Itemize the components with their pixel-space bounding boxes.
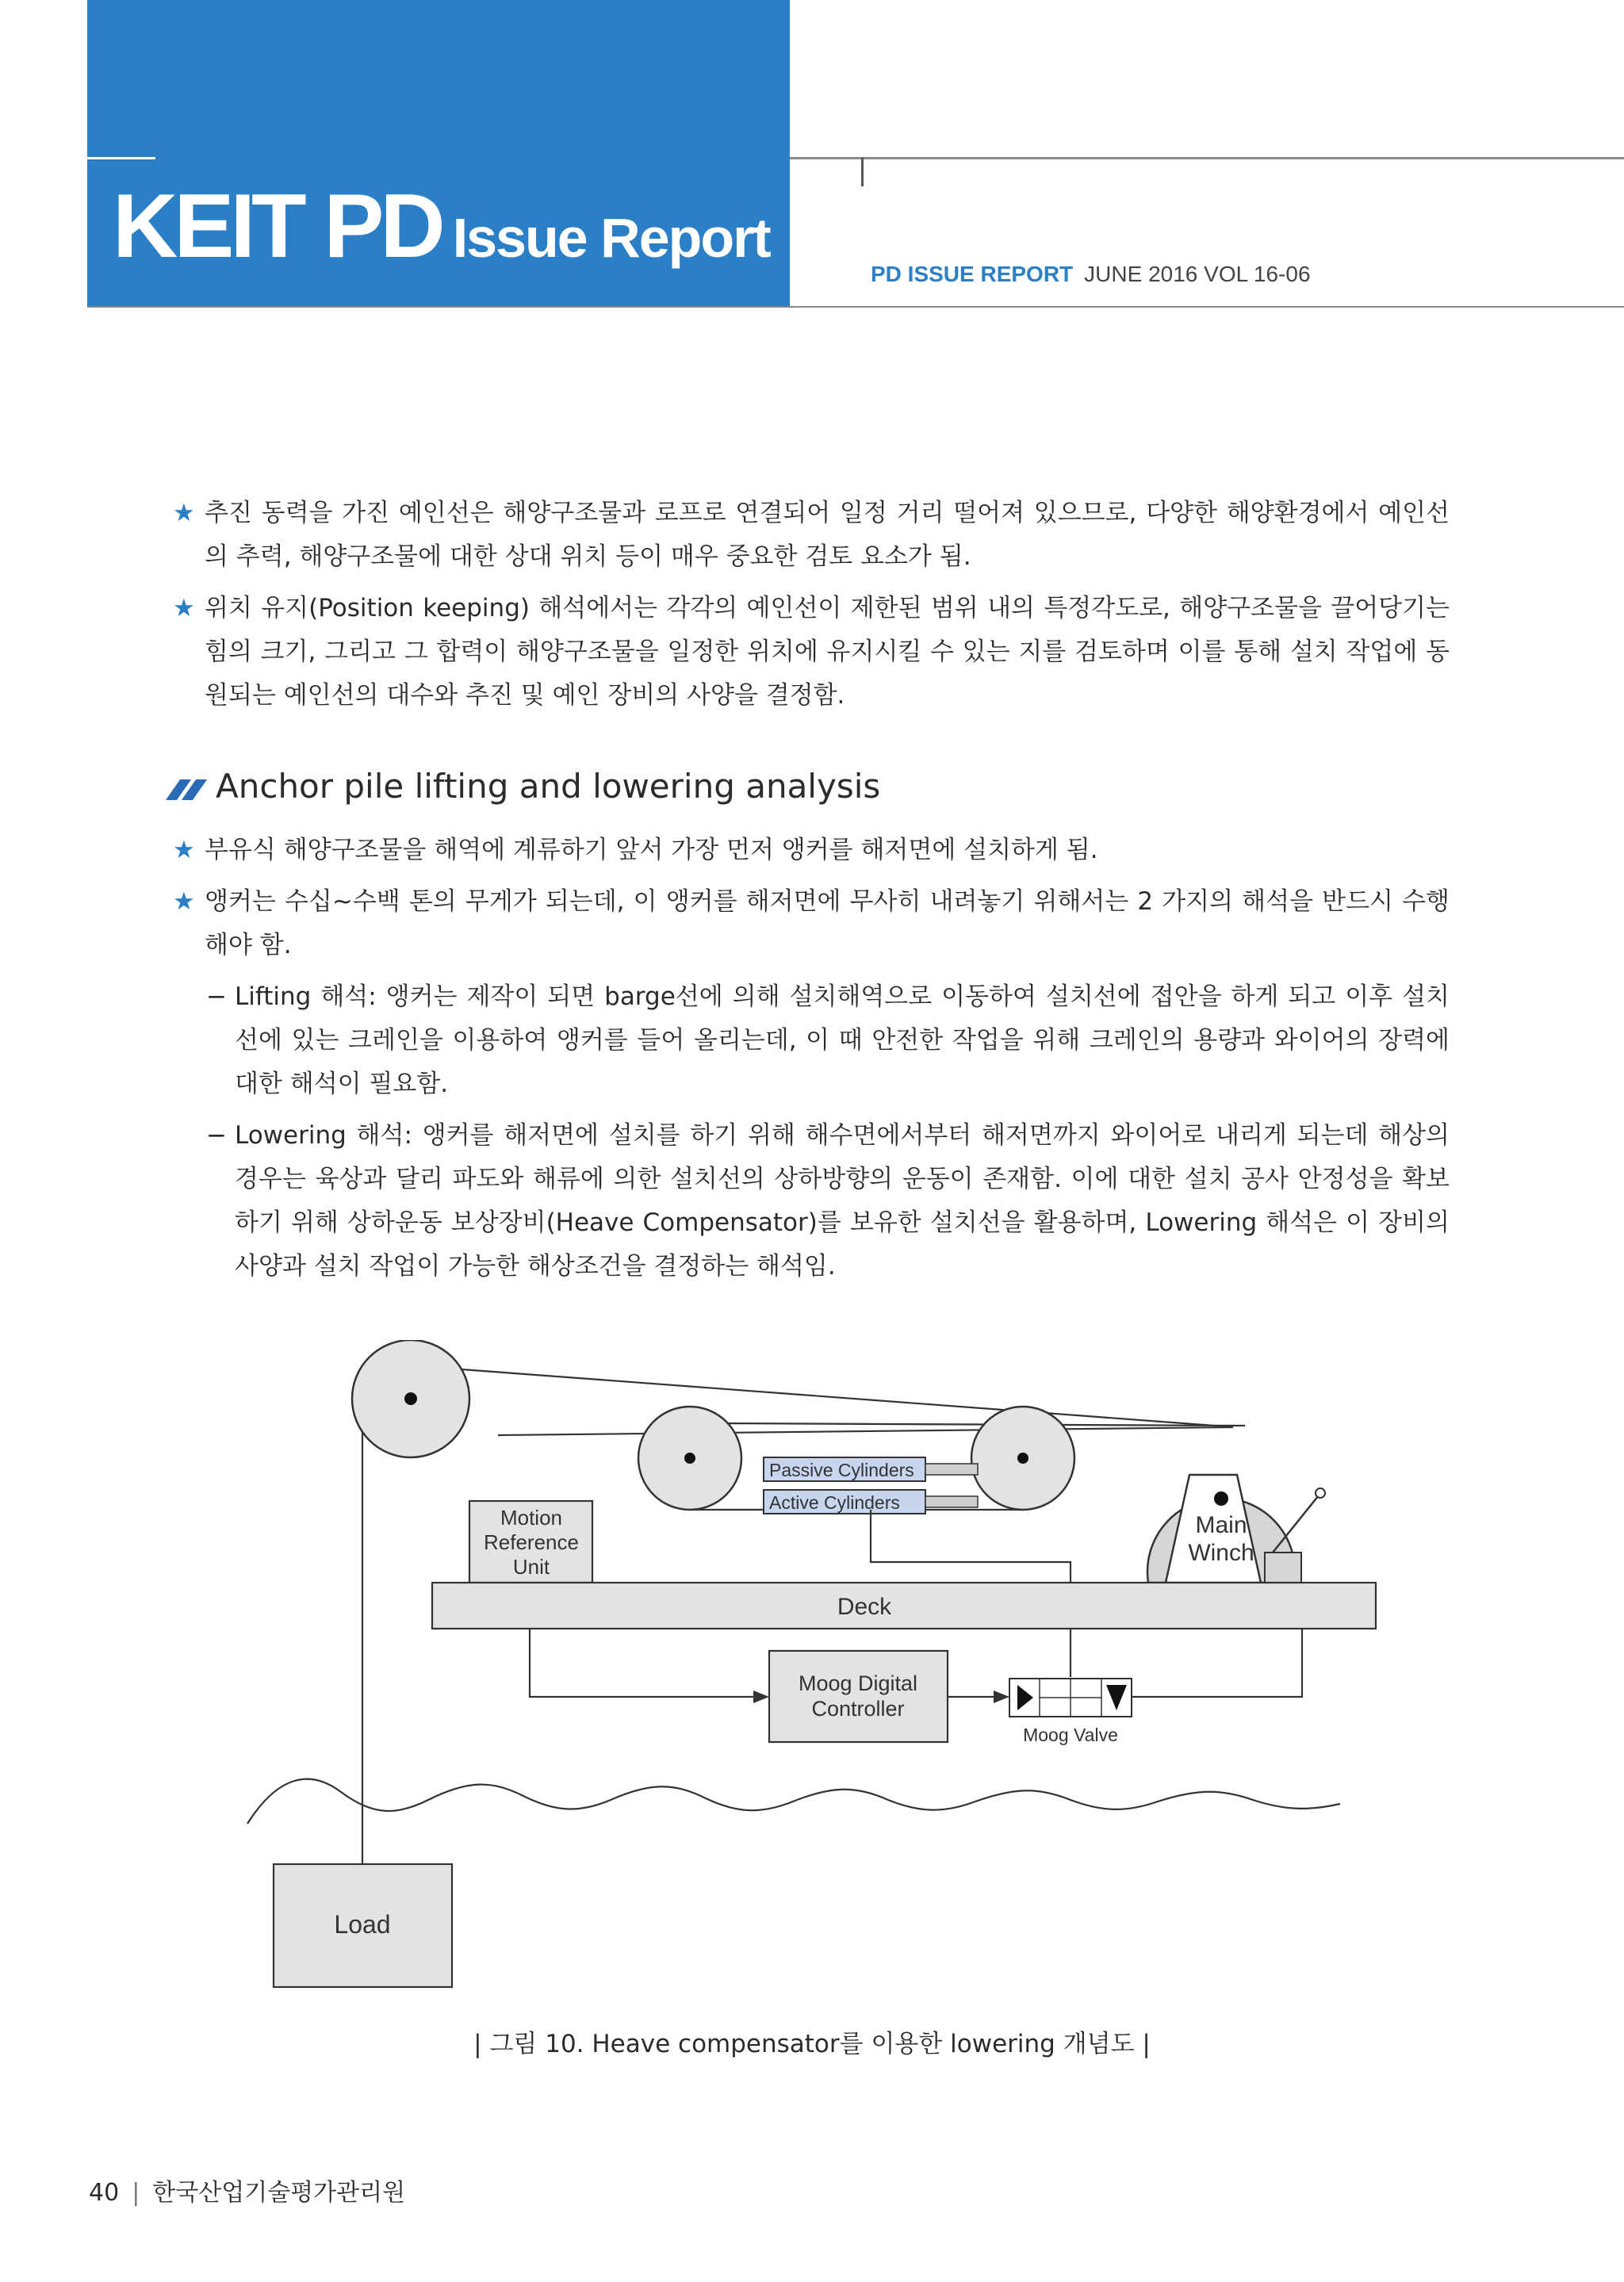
report-title (113, 174, 770, 278)
cable-sheave-to-winch (462, 1369, 1225, 1426)
dash-icon: − (206, 982, 227, 1011)
issue-info (871, 262, 1311, 287)
load-label: Load (334, 1910, 391, 1939)
top-sheave-axle (404, 1392, 417, 1405)
bullet-text: 위치 유지(Position keeping) 해석에서는 각각의 예인선이 제한된 범위 내의 특정각도로, 해양구조물을 끌어당기는 힘의 크기, 그리고 그 합력이 해양구조물을 일정한 위치에 유지시킬 수 있는 지를 검토하며 이를 통해 설치 작업에 동원되는 예인선의 대수와 추진 및 예인 장비의 사양을 결정함. (205, 594, 1450, 710)
star-icon: ★ (173, 499, 195, 527)
section-bullet (173, 880, 1450, 967)
dash-icon: − (206, 1121, 227, 1150)
issue-volume: JUNE 2016 VOL 16-06 (1084, 262, 1311, 286)
intro-bullet (173, 587, 1450, 718)
intro-bullet (173, 492, 1450, 579)
figure-caption: | 그림 10. Heave compensator를 이용한 lowering 개념도 | (473, 2030, 1151, 2058)
wire-valve-to-winch (1132, 1629, 1302, 1697)
main-winch-label-2: Winch (1188, 1540, 1254, 1566)
passive-cylinders-rod (925, 1464, 978, 1475)
header-rule-tick (861, 158, 864, 186)
star-icon: ★ (173, 594, 195, 622)
dash-text: Lowering 해석: 앵커를 해저면에 설치를 하기 위해 해수면에서부터 해저면까지 와이어로 내리게 되는데 해상의 경우는 육상과 달리 파도와 해류에 의한 설치선의 상하방향의 운동이 존재함. 이에 대한 설치 공사 안정성을 확보하기 위해 상하운동 보상장비(Heave Compensator)를 보유한 설치선을 활용하며, Lowering 해석은 이 장비의 사양과 설치 작업이 가능한 해상조건을 결정하는 해석임. (235, 1121, 1450, 1281)
page-footer (89, 2173, 405, 2207)
star-icon: ★ (173, 887, 195, 916)
cable-winch-top (714, 1423, 1245, 1426)
controller-label-1: Moog Digital (798, 1671, 918, 1695)
winch-lever-base (1265, 1553, 1301, 1583)
page-number: 40 (89, 2179, 120, 2207)
deck (432, 1583, 1376, 1629)
report-title-main: KEIT PD (113, 176, 442, 277)
main-winch-label-1: Main (1195, 1512, 1247, 1538)
mru-label-3: Unit (512, 1555, 550, 1579)
passive-cylinders-label: Passive Cylinders (769, 1460, 914, 1480)
deck-label: Deck (837, 1594, 892, 1620)
sheave-right-axle (1017, 1453, 1028, 1464)
header-rule-top (790, 157, 1624, 159)
active-cylinders-label: Active Cylinders (769, 1492, 900, 1513)
sea-surface-wave (247, 1779, 1340, 1824)
bullet-text: 앵커는 수십~수백 톤의 무게가 되는데, 이 앵커를 해저면에 무사히 내려놓기 위해서는 2 가지의 해석을 반드시 수행해야 함. (205, 887, 1450, 959)
arrow-to-valve (994, 1690, 1009, 1703)
wire-mru-to-controller (530, 1629, 757, 1697)
issue-brand: PD ISSUE REPORT (871, 262, 1074, 286)
section-heading (173, 767, 1450, 808)
wire-cylinders-to-deck (871, 1510, 1071, 1583)
header-rule-bottom (87, 306, 1624, 308)
mru-label-1: Motion (500, 1506, 563, 1530)
mru-label-2: Reference (484, 1530, 579, 1554)
bullet-text: 부유식 해양구조물을 해역에 계류하기 앞서 가장 먼저 앵커를 해저면에 설치하게 됨. (205, 836, 1098, 864)
sheave-left-axle (684, 1453, 695, 1464)
active-cylinders-rod (925, 1496, 978, 1507)
arrow-to-controller (753, 1690, 769, 1703)
controller-label-2: Controller (811, 1697, 905, 1721)
heave-compensator-diagram (238, 1340, 1388, 2006)
dash-item (173, 975, 1450, 1106)
cable-sheave-to-winch-lower (498, 1427, 1233, 1435)
report-title-sub: Issue Report (452, 207, 770, 269)
bullet-text: 추진 동력을 가진 예인선은 해양구조물과 로프로 연결되어 일정 거리 떨어져 있으므로, 다양한 해양환경에서 예인선의 추력, 해양구조물에 대한 상대 위치 등이 매우 중요한 검토 요소가 됨. (205, 499, 1450, 571)
star-icon: ★ (173, 836, 195, 864)
article-body (173, 492, 1450, 1296)
section-bullet (173, 829, 1450, 872)
valve-label: Moog Valve (1023, 1725, 1118, 1745)
winch-lever (1273, 1495, 1319, 1553)
footer-separator: | (132, 2179, 140, 2207)
main-winch-axle (1214, 1491, 1228, 1506)
section-heading-text: Anchor pile lifting and lowering analysis (216, 767, 881, 806)
header-tick (87, 157, 155, 159)
slash-marker-icon (173, 769, 205, 808)
dash-item (173, 1114, 1450, 1288)
dash-text: Lifting 해석: 앵커는 제작이 되면 barge선에 의해 설치해역으로 이동하여 설치선에 접안을 하게 되고 이후 설치선에 있는 크레인을 이용하여 앵커를 들어 올리는데, 이 때 안전한 작업을 위해 크레인의 용량과 와이어의 장력에 대한 해석이 필요함. (235, 982, 1450, 1098)
winch-lever-knob (1316, 1488, 1325, 1498)
footer-org: 한국산업기술평가관리원 (152, 2179, 406, 2207)
